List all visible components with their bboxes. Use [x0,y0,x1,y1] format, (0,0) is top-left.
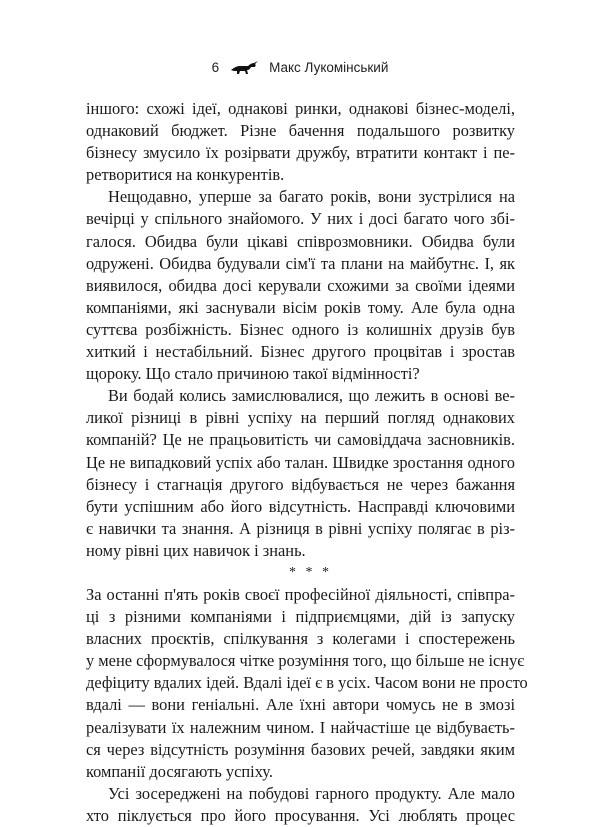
section-separator: * * * [289,564,332,580]
text-line: ці з різними компаніями і підприємцями, дій із запуску [86,607,515,627]
text-line: у мене сформувалося чітке розуміння того, що більше не існує [86,651,525,671]
text-line: компаній? Це не працьовитість чи самовіддача засновників. [86,430,515,450]
paragraph [86,98,515,186]
paragraph [86,783,515,827]
text-line: бізнесу і стагнація другого відбувається не через бажання [86,474,515,494]
unicorn-icon [229,61,259,75]
text-line: ному рівні цих навичок і знань. [86,540,306,560]
text-line: однаковий бюджет. Різне бачення подальшого розвитку [86,121,515,141]
paragraph [86,385,515,562]
text-line: вечірці у спільного знайомого. У них і досі багато чого збі- [86,209,515,229]
text-line: ликої різниці в рівні успіху на перший погляд однакових [86,408,515,428]
text-line: За останні п'ять років своєї професійної діяльності, співпра- [86,584,515,604]
running-head [0,60,600,75]
text-line: суттєва розбіжність. Бізнес одного із колишніх друзів був [86,319,515,339]
text-line: дефіциту вдалих ідей. Вдалі ідеї є в усіх. Часом вони не просто [86,673,528,693]
text-line: хиткий і нестабільний. Бізнес другого процвітав і зростав [86,342,515,362]
text-line: власних проєктів, спілкування з колегами і спостережень [86,629,515,649]
text-line: бізнесу змусило їх розірвати дружбу, втратити контакт і пе- [86,143,515,163]
text-line: Нещодавно, уперше за багато років, вони зустрілися на [108,187,515,207]
author-name: Макс Лукомінський [269,60,389,75]
text-line: Ви бодай колись замислювалися, що лежить в основі ве- [108,386,515,406]
text-line: ретворитися на конкурентів. [86,165,285,185]
text-line: вдалі — вони геніальні. Але їхні автори чомусь не в змозі [86,695,515,715]
text-line: ся через відсутність розуміння базових речей, завдяки яким [86,739,515,759]
text-line: є навички та знання. А різниця в рівні успіху полягає в різ- [86,518,515,538]
text-line: реалізувати їх належним чином. І найчастіше це відбуваєть- [86,717,515,737]
text-line: іншого: схожі ідеї, однакові ринки, однакові бізнес-моделі, [86,99,515,118]
text-line: Це не випадковий успіх або талан. Швидке зростання одного [86,452,515,472]
paragraph [86,584,528,783]
main-text [86,98,528,827]
paragraph [86,186,515,385]
page-number: 6 [211,60,220,75]
text-line: галося. Обидва були цікаві співрозмовники. Обидва були [86,231,515,251]
text-line: компанії досягають успіху. [86,761,273,781]
text-line: компаніями, які заснували вісім років тому. Але була одна [86,297,515,317]
text-line: виявилося, обидва досі керували схожими за своїми ідеями [86,275,515,295]
text-line: Усі зосереджені на побудові гарного продукту. Але мало [108,783,515,803]
section-2 [86,584,528,827]
text-line: бути успішним або його відсутність. Насправді ключовими [86,496,515,516]
text-line: щороку. Що стало причиною такої відмінності? [86,364,420,384]
text-line: одружені. Обидва будували сім'ї та плани на майбутнє. І, як [86,253,515,273]
text-line: хто піклується про його просування. Усі люблять процес [86,805,515,825]
section-1 [86,98,515,562]
